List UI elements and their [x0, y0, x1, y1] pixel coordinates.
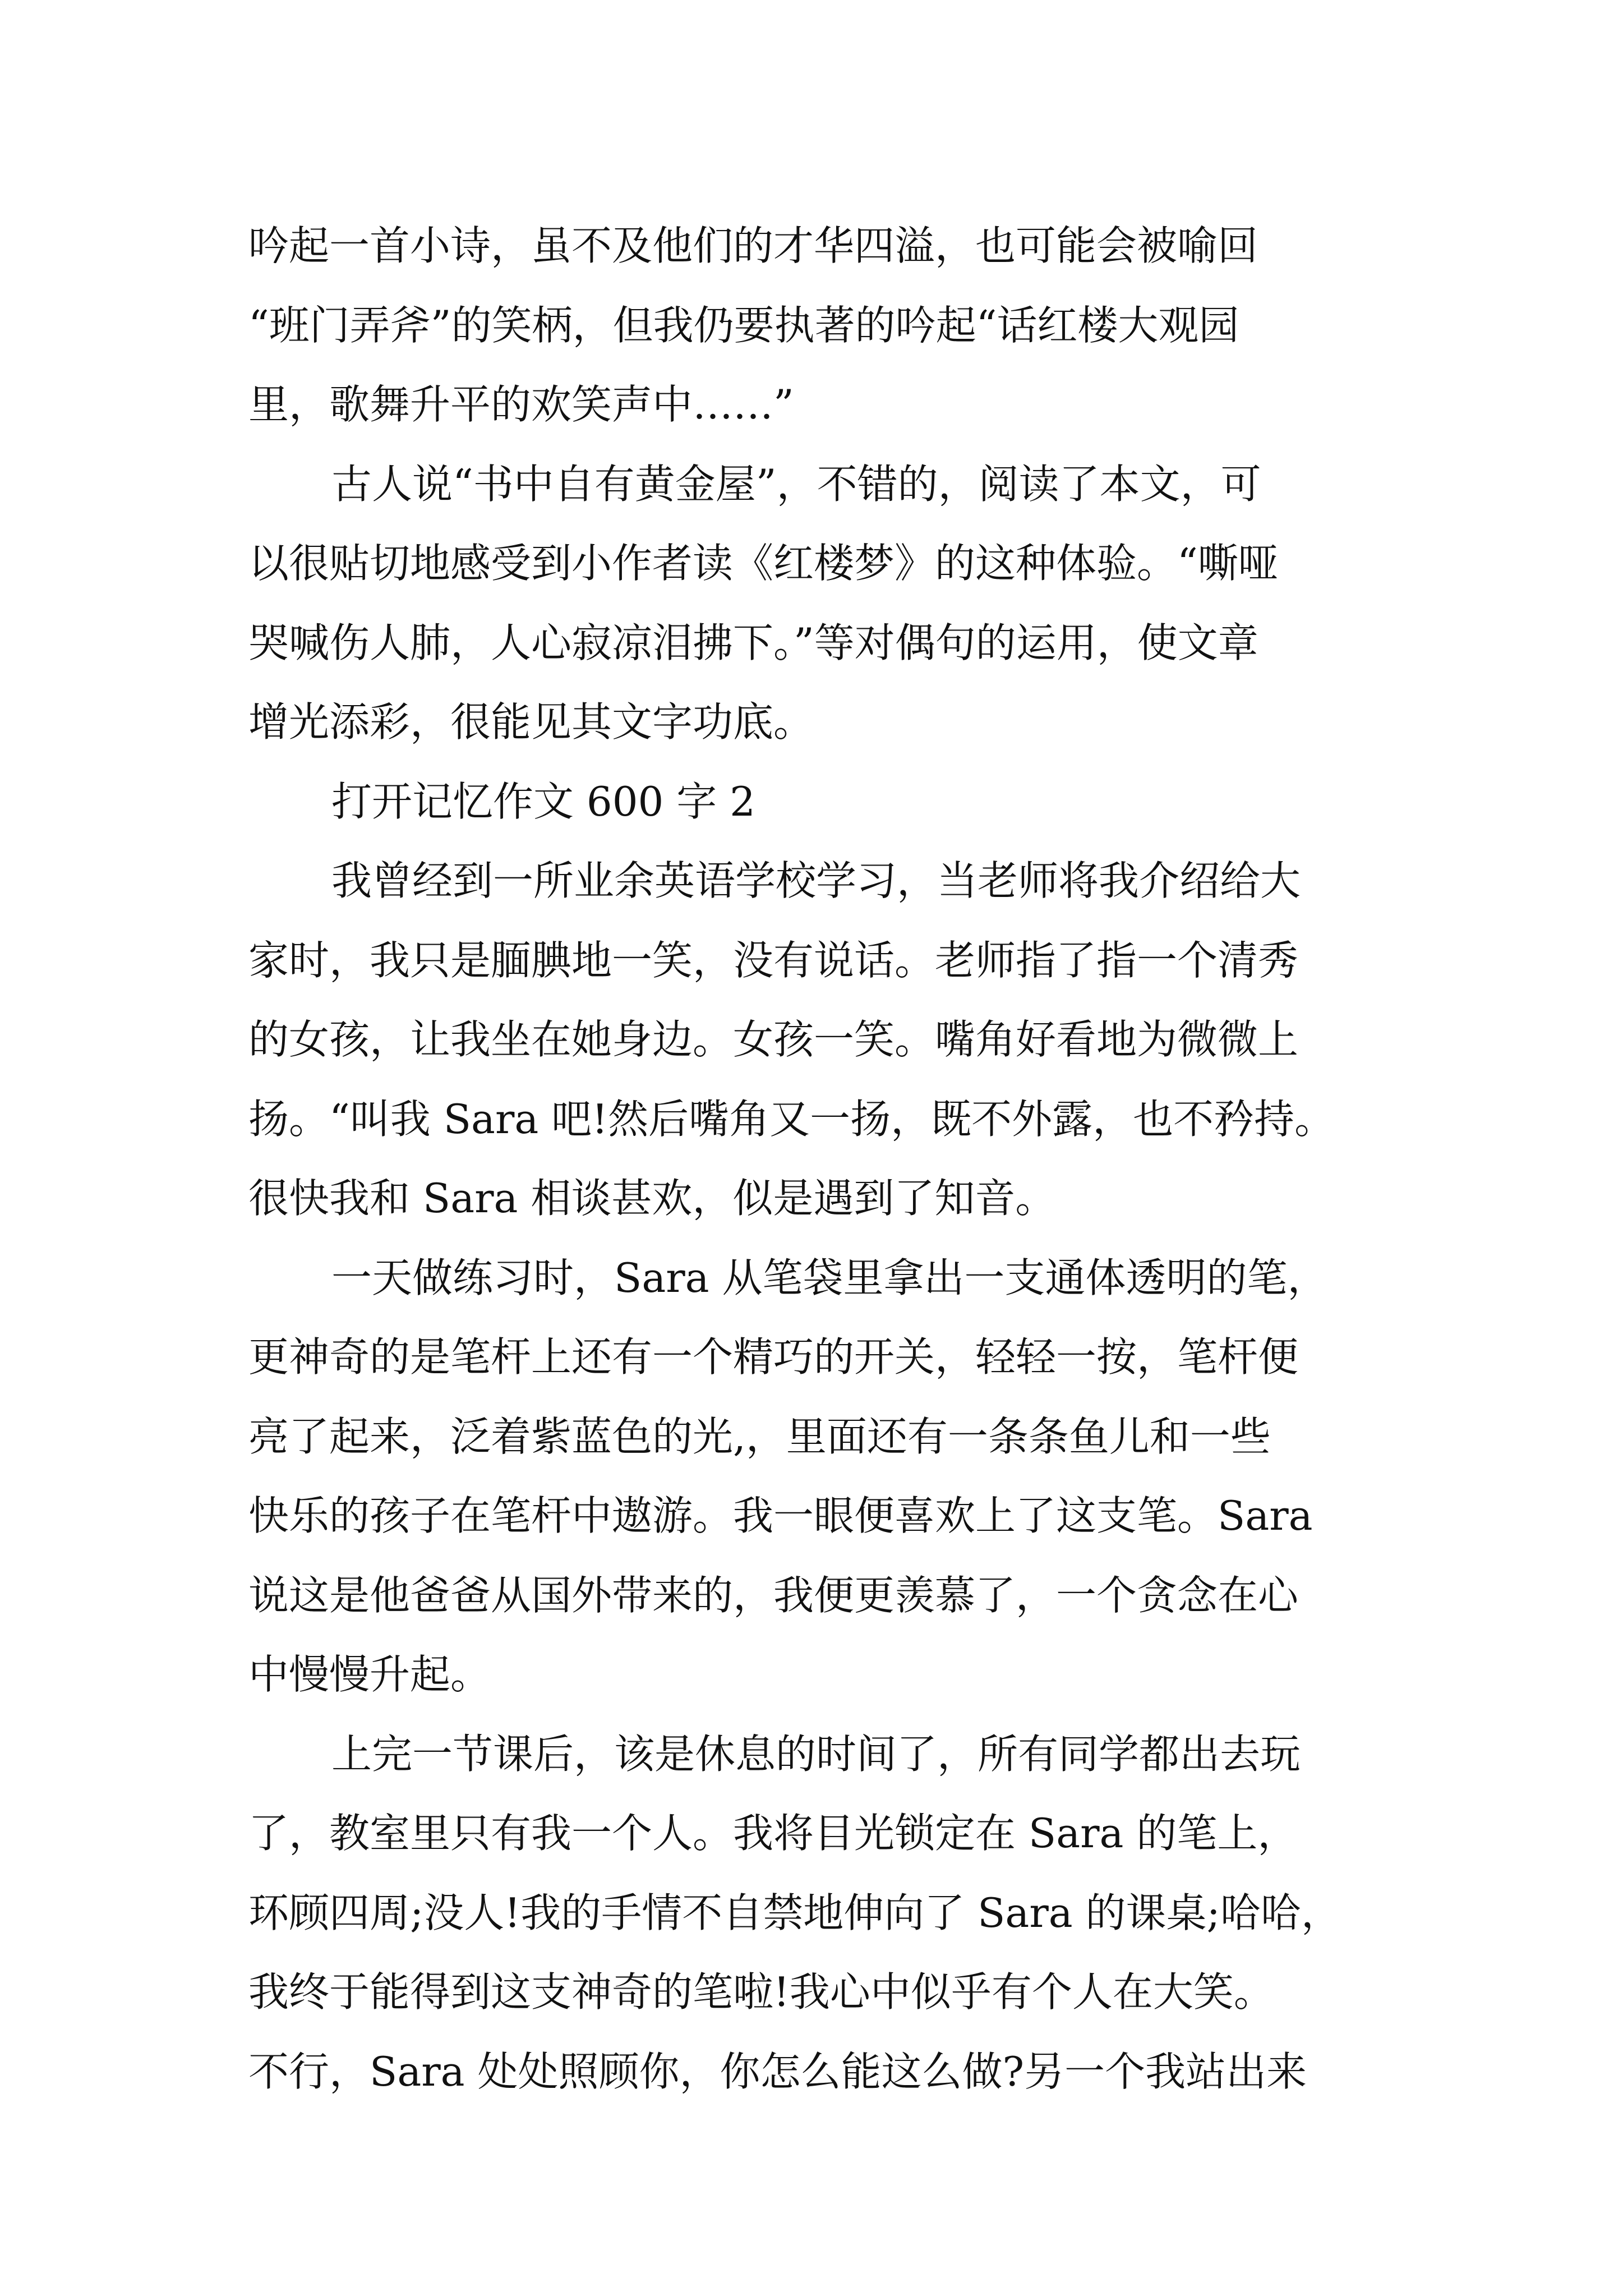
- text-line: 以很贴切地感受到小作者读《红楼梦》的这种体验。“嘶哑: [248, 540, 1279, 587]
- text-line: 很快我和 Sara 相谈甚欢，似是遇到了知音。: [248, 1175, 1056, 1222]
- text-line: 环顾四周;没人!我的手情不自禁地伸向了 Sara 的课桌;哈哈，: [248, 1889, 1341, 1936]
- text-line: 快乐的孩子在笔杆中遨游。我一眼便喜欢上了这支笔。Sara: [248, 1492, 1313, 1539]
- text-line: 增光添彩，很能见其文字功底。: [248, 698, 814, 746]
- text-line: 家时，我只是腼腆地一笑，没有说话。老师指了指一个清秀: [248, 936, 1299, 984]
- text-line: 说这是他爸爸从国外带来的，我便更羡慕了，一个贪念在心: [248, 1571, 1299, 1619]
- text-line: “班门弄斧”的笑柄，但我仍要执著的吟起“话红楼大观园: [248, 301, 1239, 349]
- text-line: 哭喊伤人肺，人心寂凉泪拂下。”等对偶句的运用，使文章: [248, 619, 1258, 666]
- section-heading: 打开记忆作文 600 字 2: [331, 777, 755, 825]
- text-line: 扬。“叫我 Sara 吧!然后嘴角又一扬，既不外露，也不矜持。: [248, 1095, 1335, 1143]
- text-line: 亮了起来，泛着紫蓝色的光,，里面还有一条条鱼儿和一些: [248, 1412, 1271, 1460]
- text-line: 中慢慢升起。: [248, 1651, 491, 1698]
- paragraph-first-line: 我曾经到一所业余英语学校学习，当老师将我介绍给大: [331, 857, 1301, 904]
- text-line: 了，教室里只有我一个人。我将目光锁定在 Sara 的笔上，: [248, 1810, 1298, 1857]
- text-line: 的女孩，让我坐在她身边。女孩一笑。嘴角好看地为微微上: [248, 1016, 1299, 1063]
- text-line: 吟起一首小诗，虽不及他们的才华四溢，也可能会被喻回: [248, 222, 1258, 269]
- text-line: 更神奇的是笔杆上还有一个精巧的开关，轻轻一按，笔杆便: [248, 1333, 1299, 1381]
- paragraph-first-line: 上完一节课后，该是休息的时间了，所有同学都出去玩: [331, 1730, 1301, 1778]
- text-line: 不行，Sara 处处照顾你，你怎么能这么做?另一个我站出来: [248, 2047, 1307, 2095]
- text-line: 我终于能得到这支神奇的笔啦!我心中似乎有个人在大笑。: [248, 1968, 1274, 2016]
- paragraph-first-line: 一天做练习时，Sara 从笔袋里拿出一支通体透明的笔，: [331, 1254, 1328, 1301]
- essay-body: [248, 206, 1387, 2111]
- paragraph-first-line: 古人说“书中自有黄金屋”，不错的，阅读了本文，可: [331, 460, 1261, 508]
- text-line: 里，歌舞升平的欢笑声中……”: [248, 381, 794, 428]
